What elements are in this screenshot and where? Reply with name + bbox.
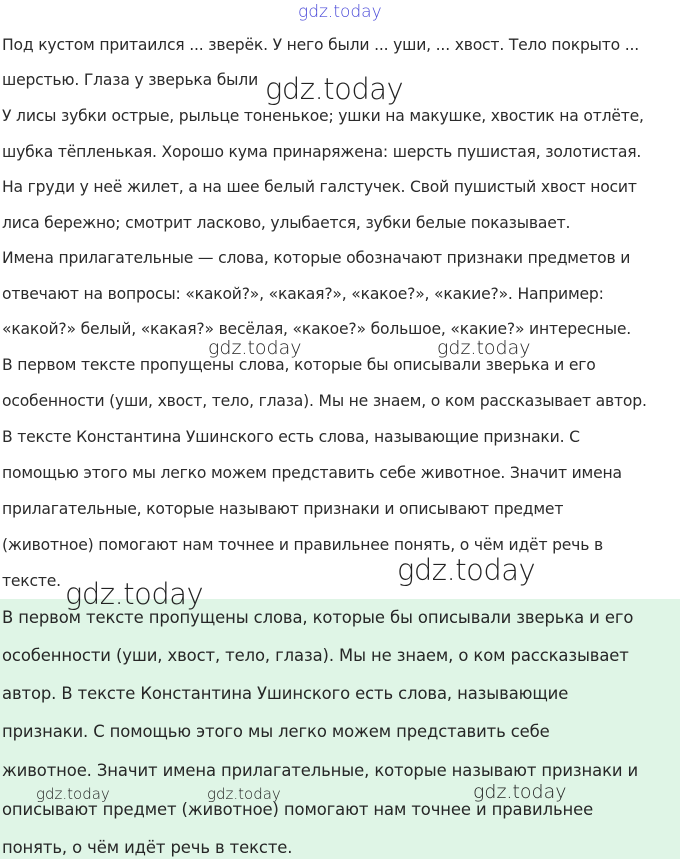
text-line: У лисы зубки острые, рыльце тоненькое; ушки на макушке, хвостик на отлёте, [2, 107, 644, 125]
watermark: gdz.today [397, 553, 536, 587]
text-line: «какой?» белый, «какая?» весёлая, «какое?» большое, «какие?» интересные. [2, 320, 631, 338]
watermark: gdz.today [65, 577, 204, 611]
answer-line: В первом тексте пропущены слова, которые бы описывали зверька и его [2, 608, 634, 627]
watermark: gdz.today [36, 785, 110, 803]
answer-line: признаки. С помощью этого мы легко можем представить себе [2, 722, 550, 741]
text-line: шерстью. Глаза у зверька были [2, 71, 258, 89]
text-line: В первом тексте пропущены слова, которые бы описывали зверька и его [2, 356, 596, 374]
answer-line: животное. Значит имена прилагательные, которые называют признаки и [2, 761, 639, 780]
answer-line: описывают предмет (животное) помогают нам точнее и правильнее [2, 800, 594, 819]
watermark: gdz.today [207, 785, 281, 803]
watermark: gdz.today [473, 781, 567, 803]
text-line: особенности (уши, хвост, тело, глаза). Мы не знаем, о ком рассказывает автор. [2, 392, 647, 410]
answer-block [0, 599, 680, 859]
text-line: На груди у неё жилет, а на шее белый галстучек. Свой пушистый хвост носит [2, 178, 637, 196]
text-line: Имена прилагательные — слова, которые обозначают признаки предметов и [2, 249, 631, 267]
text-line: Под кустом притаился ... зверёк. У него были ... уши, ... хвост. Тело покрыто ... [2, 36, 640, 54]
answer-line: понять, о чём идёт речь в тексте. [2, 838, 293, 857]
text-line: лиса бережно; смотрит ласково, улыбается, зубки белые показывает. [2, 214, 571, 232]
watermark: gdz.today [437, 337, 531, 359]
watermark-top: gdz.today [298, 2, 382, 22]
watermark: gdz.today [208, 337, 302, 359]
answer-line: автор. В тексте Константина Ушинского есть слова, называющие [2, 684, 569, 703]
text-line: тексте. [2, 572, 61, 590]
watermark: gdz.today [265, 72, 404, 106]
answer-line: особенности (уши, хвост, тело, глаза). Мы не знаем, о ком рассказывает [2, 646, 629, 665]
text-line: шубка тёпленькая. Хорошо кума принаряжена: шерсть пушистая, золотистая. [2, 143, 642, 161]
text-line: прилагательные, которые называют признаки и описывают предмет [2, 500, 564, 518]
text-line: отвечают на вопросы: «какой?», «какая?», «какое?», «какие?». Например: [2, 285, 604, 303]
text-line: помощью этого мы легко можем представить себе животное. Значит имена [2, 464, 622, 482]
text-line: (животное) помогают нам точнее и правильнее понять, о чём идёт речь в [2, 536, 603, 554]
text-line: В тексте Константина Ушинского есть слова, называющие признаки. С [2, 428, 580, 446]
